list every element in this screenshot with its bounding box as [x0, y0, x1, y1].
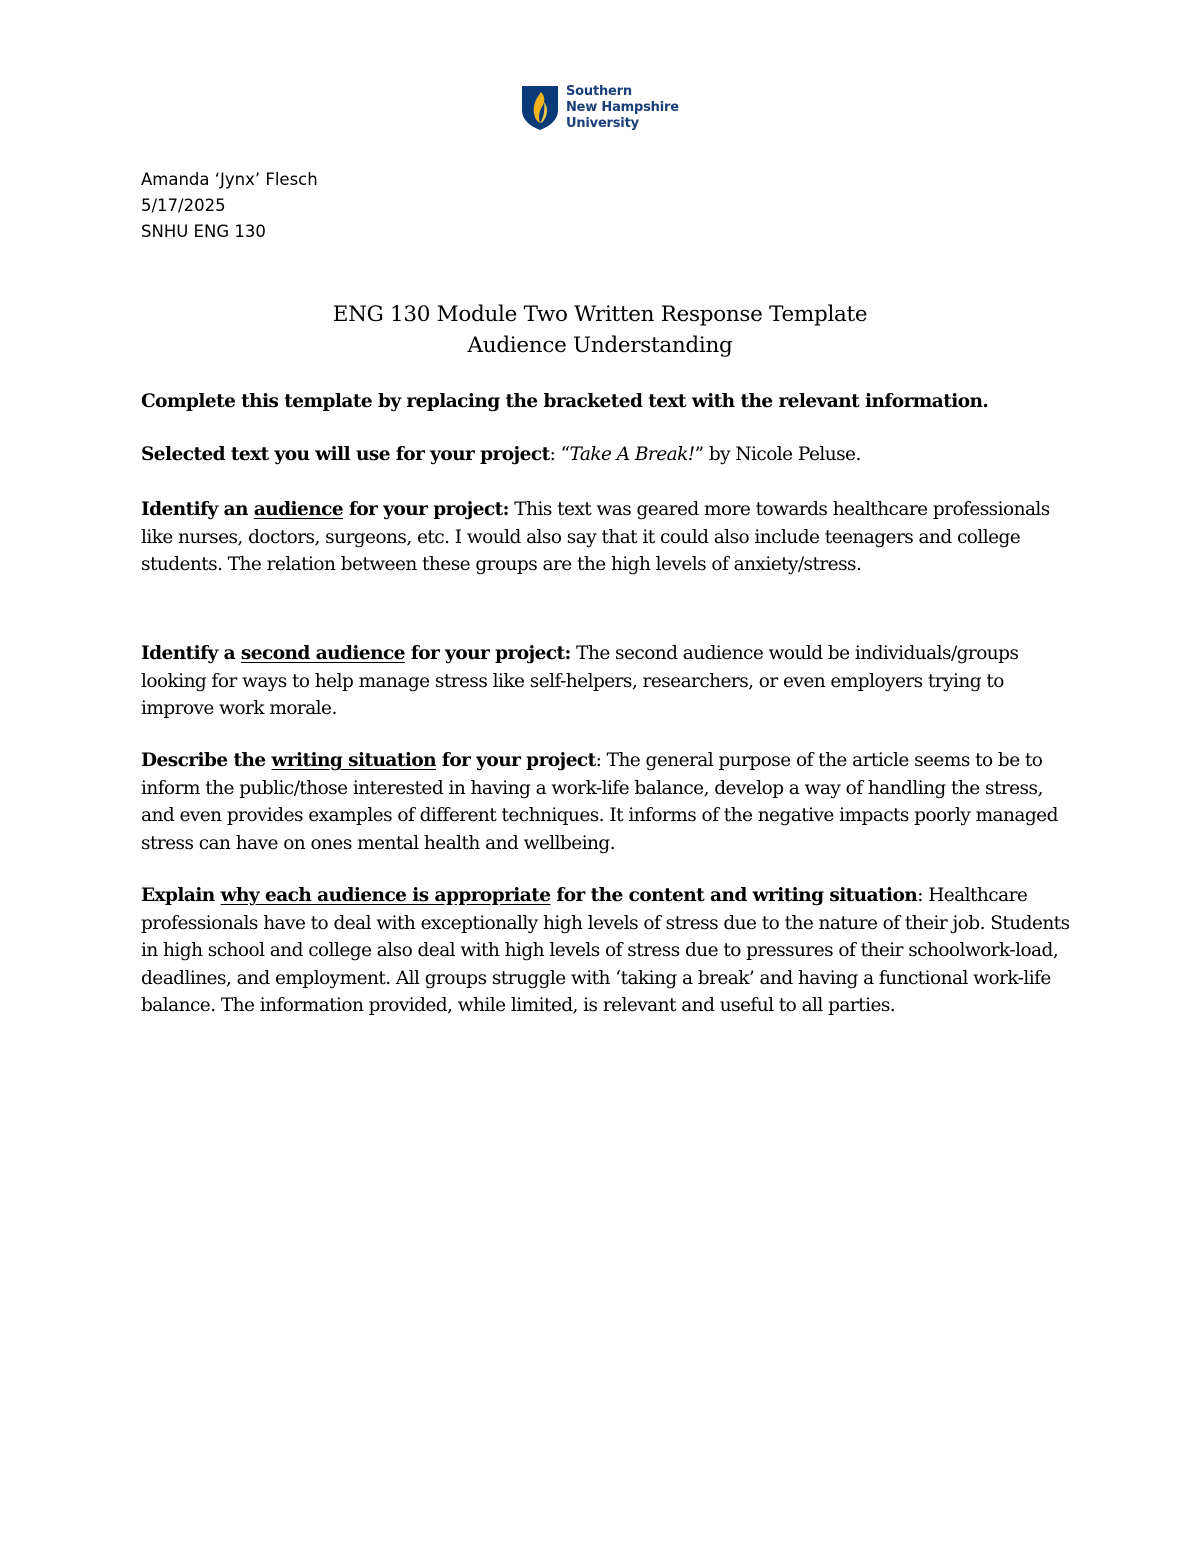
audience-paragraph [141, 496, 1071, 579]
logo-wordmark [566, 84, 679, 132]
explain-answer: : Healthcare professionals have to deal with exceptionally high levels of stress due to the nature of their job. Students in high school and college also deal with high levels of stress due to pressures of their schoolwork-load, deadlines, and employment. All groups struggle with ‘taking a break’ and having a functional work-life balance. The information provided, while limited, is relevant and useful to all parties. [141, 885, 1070, 1016]
title-line-2: Audience Understanding [467, 333, 733, 358]
logo-line-3: University [566, 116, 639, 131]
second-audience-suffix: for your project: [404, 643, 571, 664]
second-audience-answer: The second audience would be individuals/groups looking for ways to help manage stress like self-helpers, researchers, or even employers trying to improve work morale. [141, 643, 1019, 719]
second-audience-keyword: second audience [240, 643, 405, 664]
explain-paragraph [141, 882, 1071, 1020]
logo-line-1: Southern [566, 84, 632, 99]
second-audience-prompt [141, 643, 571, 664]
header-info [141, 167, 318, 245]
writing-situation-prompt [141, 750, 596, 771]
selected-text-colon: : “ [549, 444, 570, 465]
writing-situation-paragraph [141, 747, 1071, 857]
second-audience-prefix: Identify a [141, 643, 241, 664]
selected-work-title: Take A Break! [569, 444, 695, 465]
selected-text-author: ” by Nicole Peluse. [694, 444, 861, 465]
explain-prefix: Explain [141, 885, 221, 906]
audience-keyword: audience [253, 499, 344, 520]
submission-date: 5/17/2025 [141, 196, 226, 215]
writing-situation-answer: : The general purpose of the article seems to be to inform the public/those interested in having a work-life balance, develop a way of handling the stress, and even provides examples of different techniques. It informs of the negative impacts poorly managed stress can have on ones mental health and wellbeing. [141, 750, 1058, 854]
author-name: Amanda ‘Jynx’ Flesch [141, 170, 318, 189]
second-audience-paragraph [141, 640, 1071, 723]
writing-situation-keyword: writing situation [271, 750, 437, 771]
title-line-1: ENG 130 Module Two Written Response Template [332, 302, 868, 327]
document-title [0, 299, 1200, 361]
audience-prefix: Identify an [141, 499, 254, 520]
course-code: SNHU ENG 130 [141, 222, 266, 241]
audience-prompt [141, 499, 509, 520]
audience-suffix: for your project: [343, 499, 509, 520]
explain-prompt [141, 885, 917, 906]
writing-situation-prefix: Describe the [141, 750, 272, 771]
audience-answer: This text was geared more towards healthcare professionals like nurses, doctors, surgeons, etc. I would also say that it could also include teenagers and college students. The relation between these groups are the high levels of anxiety/stress. [141, 499, 1050, 575]
selected-text-label: Selected text you will use for your project [141, 444, 550, 465]
selected-text-line [141, 441, 1071, 469]
explain-suffix: for the content and writing situation [550, 885, 918, 906]
writing-situation-suffix: for your project [436, 750, 596, 771]
logo-line-2: New Hampshire [566, 100, 679, 115]
snhu-shield-icon [520, 84, 560, 132]
instructions: Complete this template by replacing the bracketed text with the relevant information. [141, 391, 989, 412]
snhu-logo [520, 84, 679, 132]
explain-keyword: why each audience is appropriate [220, 885, 551, 906]
